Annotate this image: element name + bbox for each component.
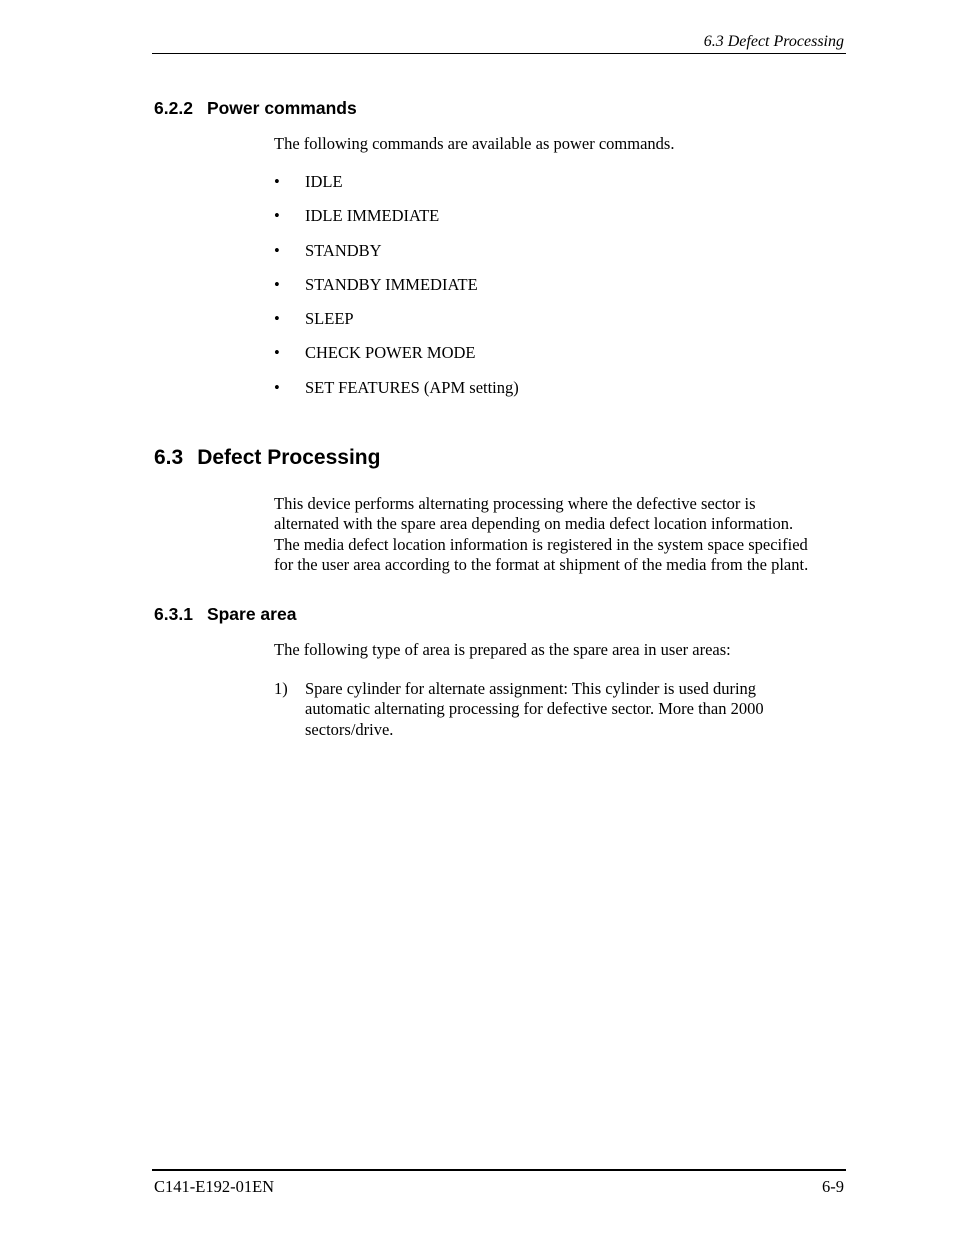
list-item xyxy=(274,206,519,240)
paragraph-line: for the user area according to the format at shipment of the media from the plant. xyxy=(274,554,809,574)
footer-rule xyxy=(152,1169,846,1171)
bullet-icon: • xyxy=(274,240,280,260)
list-item xyxy=(274,343,519,377)
item-line: automatic alternating processing for defective sector. More than 2000 xyxy=(305,699,764,719)
item-line: sectors/drive. xyxy=(305,719,394,739)
power-commands-list xyxy=(274,172,519,412)
defect-processing-paragraph xyxy=(274,494,846,575)
heading-power-commands xyxy=(154,97,357,119)
heading-number: 6.3 xyxy=(154,446,184,469)
power-commands-intro: The following commands are available as power commands. xyxy=(274,134,675,153)
command-label: SET FEATURES (APM setting) xyxy=(305,377,519,397)
command-label: STANDBY IMMEDIATE xyxy=(305,274,478,294)
command-label: IDLE IMMEDIATE xyxy=(305,206,440,226)
spare-area-intro: The following type of area is prepared as the spare area in user areas: xyxy=(274,640,731,659)
footer-doc-code: C141-E192-01EN xyxy=(154,1177,275,1196)
list-item xyxy=(274,275,519,309)
command-label: IDLE xyxy=(305,172,343,191)
heading-spare-area xyxy=(154,603,296,625)
heading-title: Defect Processing xyxy=(197,446,381,469)
heading-defect-processing xyxy=(154,445,380,471)
paragraph-line: alternated with the spare area depending on media defect location information. xyxy=(274,514,794,534)
bullet-icon: • xyxy=(274,343,280,363)
item-body xyxy=(305,679,846,740)
heading-title: Power commands xyxy=(206,98,357,118)
heading-title: Spare area xyxy=(206,604,297,624)
command-label: CHECK POWER MODE xyxy=(305,343,476,363)
bullet-icon: • xyxy=(274,377,280,397)
item-line: Spare cylinder for alternate assignment: This cylinder is used during xyxy=(305,679,757,698)
paragraph-line: The media defect location information is registered in the system space specified xyxy=(274,534,808,554)
bullet-icon: • xyxy=(274,172,280,191)
bullet-icon: • xyxy=(274,309,280,329)
bullet-icon: • xyxy=(274,206,280,226)
footer-page-number: 6-9 xyxy=(822,1177,844,1196)
item-marker: 1) xyxy=(274,679,288,698)
heading-number: 6.3.1 xyxy=(154,604,193,624)
command-label: SLEEP xyxy=(305,309,354,329)
running-header: 6.3 Defect Processing xyxy=(703,33,844,50)
header-rule xyxy=(152,53,846,54)
heading-number: 6.2.2 xyxy=(154,98,193,118)
bullet-icon: • xyxy=(274,274,280,294)
command-label: STANDBY xyxy=(305,240,382,260)
list-item xyxy=(274,309,519,343)
paragraph-line: This device performs alternating processing where the defective sector is xyxy=(274,494,756,513)
list-item xyxy=(274,241,519,275)
spare-area-item xyxy=(274,679,846,741)
list-item xyxy=(274,172,519,206)
list-item xyxy=(274,378,519,412)
